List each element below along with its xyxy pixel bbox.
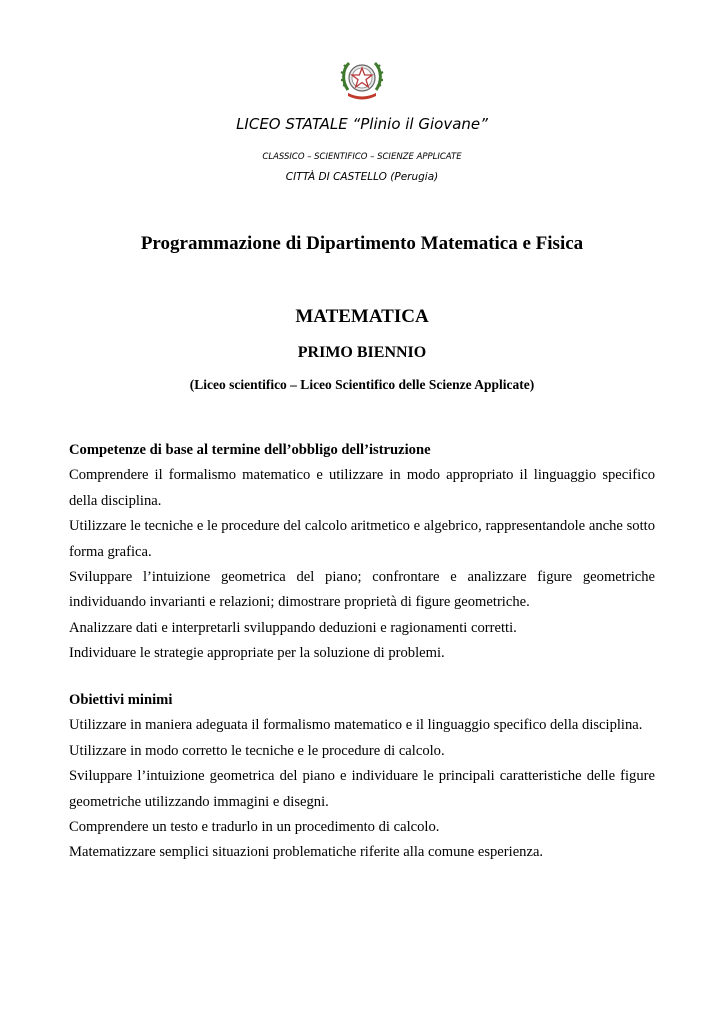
paragraph: Comprendere un testo e tradurlo in un procedimento di calcolo. [69,819,440,836]
paragraph: Utilizzare in modo corretto le tecniche e le procedure di calcolo. [69,742,445,759]
section-heading: Competenze di base al termine dell’obbligo dell’istruzione [69,442,431,458]
paragraph: Utilizzare le tecniche e le procedure del calcolo aritmetico e algebrico, rappresentandole anche sotto forma grafica. [69,518,655,560]
paragraph: Analizzare dati e interpretarli sviluppando deduzioni e ragionamenti corretti. [69,619,517,636]
school-city: CITTÀ DI CASTELLO (Perugia) [285,171,439,183]
paragraph: Matematizzare semplici situazioni problematiche riferite alla comune esperienza. [69,844,544,861]
subject-title: MATEMATICA [295,306,429,327]
section-heading: Obiettivi minimi [69,692,173,708]
paragraph: Sviluppare l’intuizione geometrica del piano; confrontare e analizzare figure geometriche individuando invarianti e relazioni; dimostrare proprietà di figure geometriche. [69,569,655,611]
italian-republic-emblem-icon [340,56,384,102]
section-obiettivi-minimi [69,688,655,866]
scope-subtitle: (Liceo scientifico – Liceo Scientifico delle Scienze Applicate) [189,377,535,392]
level-title: PRIMO BIENNIO [297,344,427,361]
document-title: Programmazione di Dipartimento Matematica e Fisica [140,233,584,254]
paragraph: Individuare le strategie appropriate per la soluzione di problemi. [69,645,445,662]
paragraph: Utilizzare in maniera adeguata il formalismo matematico e il linguaggio specifico della disciplina. [69,717,643,734]
paragraph: Sviluppare l’intuizione geometrica del piano e individuare le principali caratteristiche delle figure geometriche utilizzando immagini e disegni. [69,768,655,810]
school-name: LICEO STATALE “Plinio il Giovane” [236,115,488,133]
school-tracks: CLASSICO – SCIENTIFICO – SCIENZE APPLICATE [262,152,462,162]
paragraph: Comprendere il formalismo matematico e utilizzare in modo appropriato il linguaggio specifico della disciplina. [69,467,655,509]
section-competenze [69,438,655,667]
